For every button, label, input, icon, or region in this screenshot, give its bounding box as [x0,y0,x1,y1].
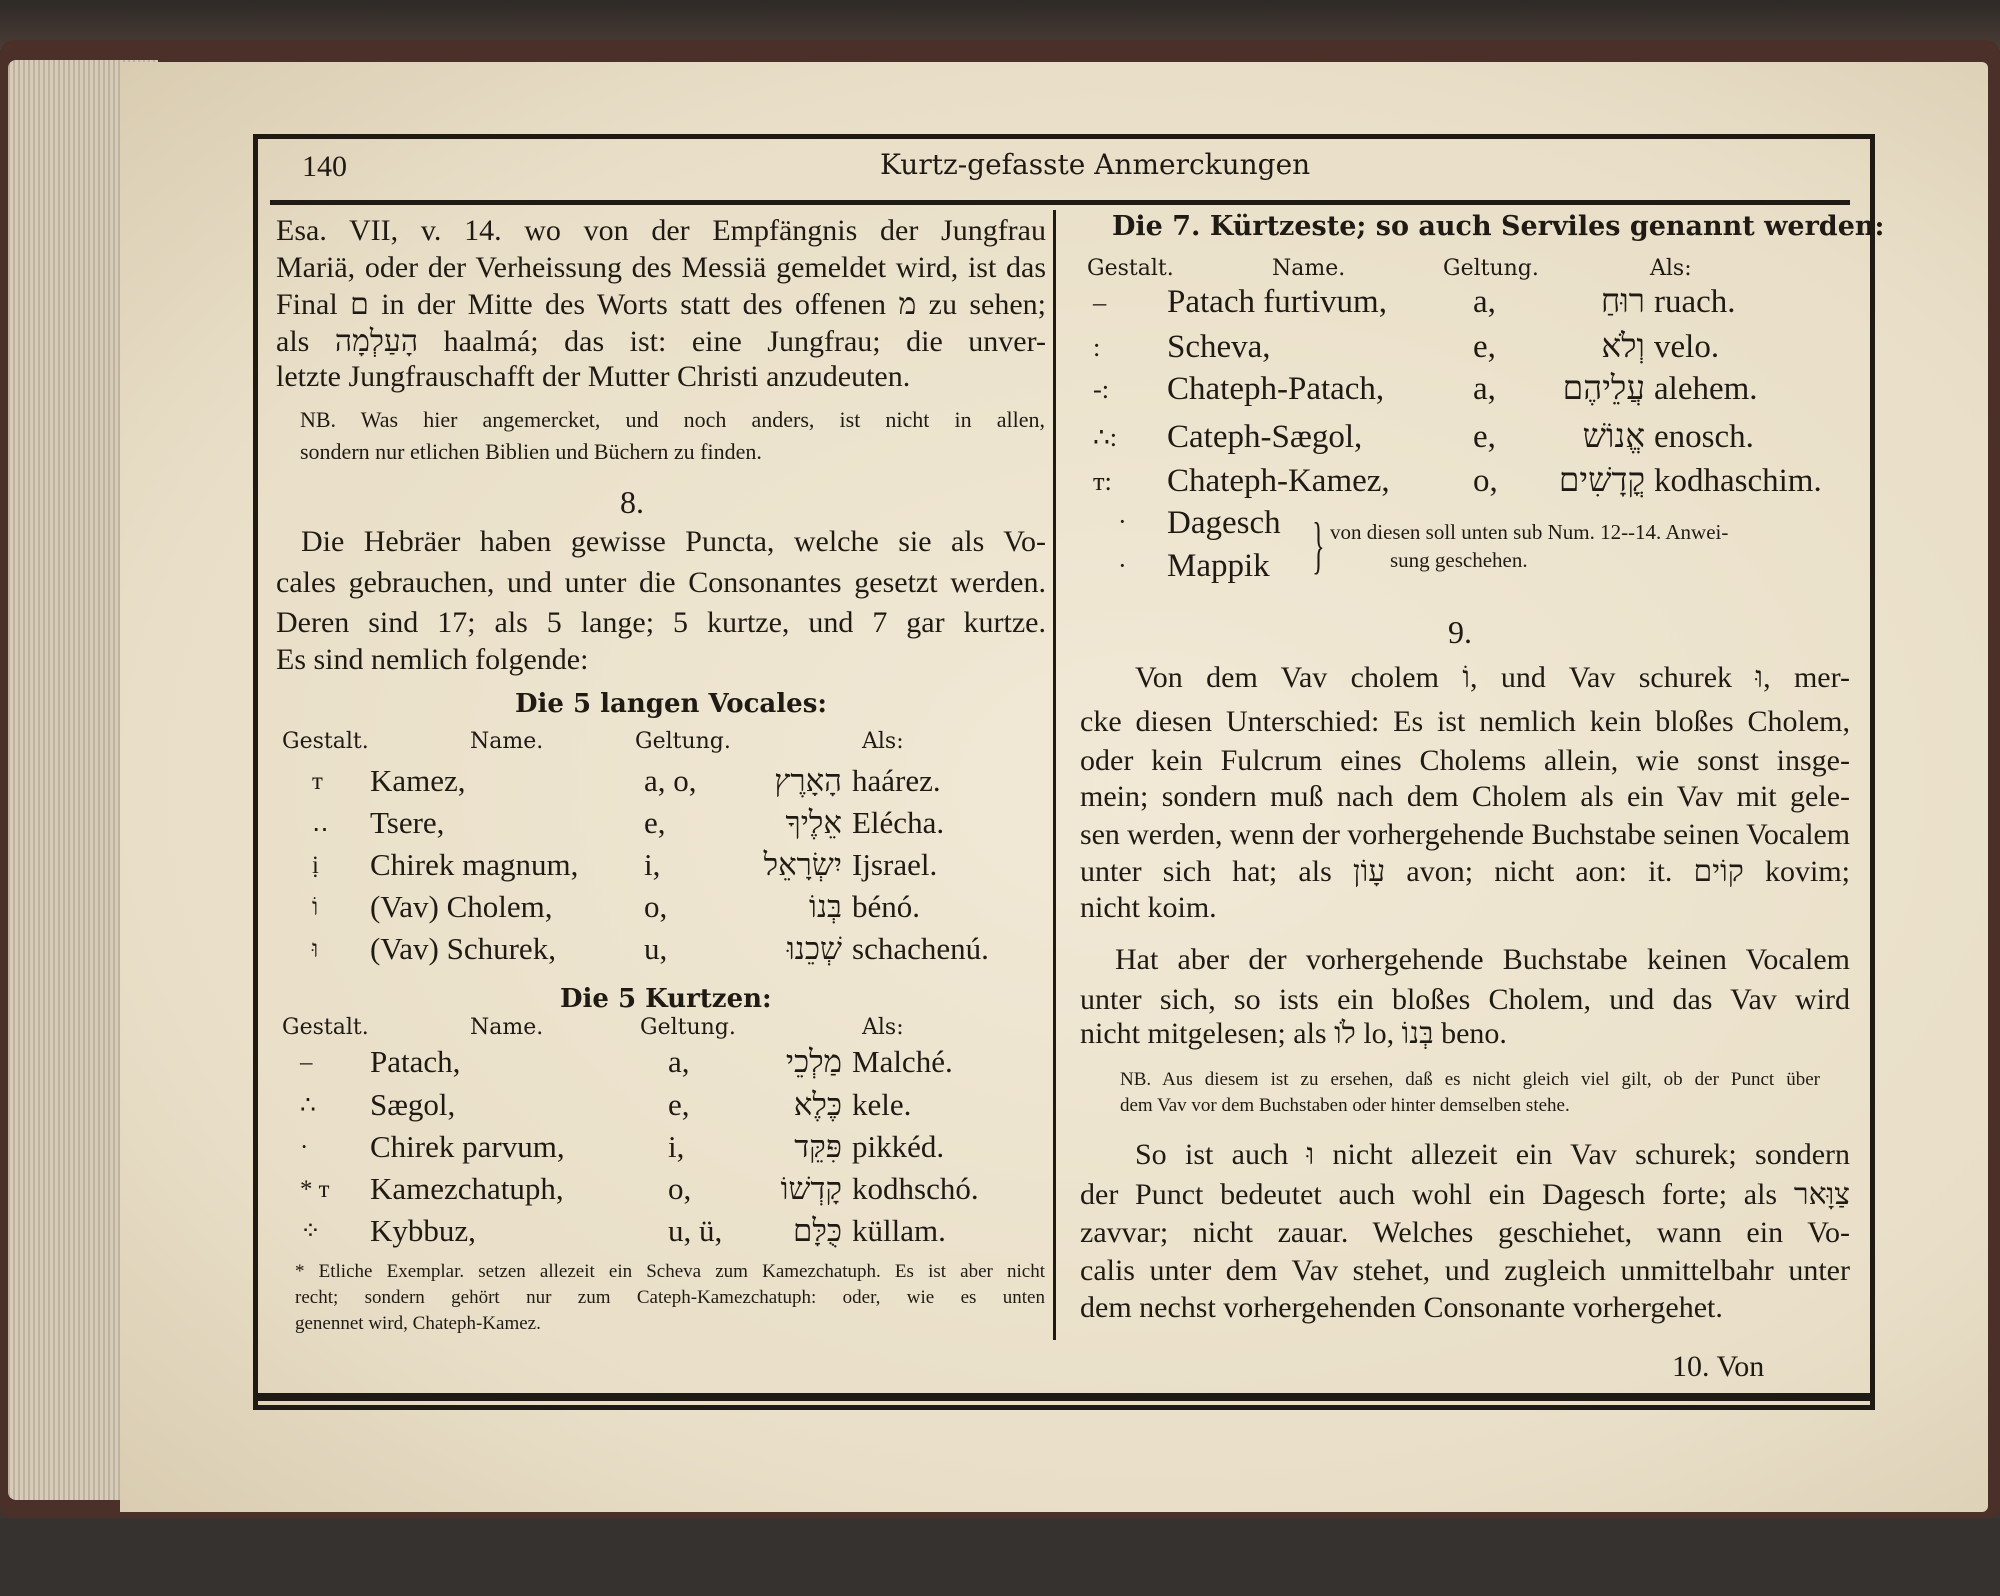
intro-paragraph-line: letzte Jungfrauschafft der Mutter Christi anzudeuten. [276,359,911,393]
short-vowels-row-value: i, [668,1128,685,1164]
vav-paragraph-line: oder kein Fulcrum eines Cholems allein, wie sonst insge- [1080,743,1850,777]
very-short-vowels-header-name: Name. [1272,256,1346,281]
short-vowels-header-shape: Gestalt. [282,1015,369,1040]
very-short-vowels-header-example: Als: [1650,256,1692,281]
very-short-vowels-row-value: o, [1473,462,1498,499]
very-short-vowels-header-value: Geltung. [1443,256,1539,281]
long-vowels-header-name: Name. [470,729,544,754]
short-vowels-heading: Die 5 Kurtzen: [560,984,772,1014]
short-vowels-row-hebrew: קָדְשׁוֹ [780,1170,842,1206]
vowels-paragraph-line: Es sind nemlich folgende: [276,642,589,676]
very-short-vowels-row-value: a, [1473,370,1496,407]
short-vowels-row-name: Sægol, [370,1086,456,1122]
short-vowels-row-mark: – [300,1048,313,1076]
background-bottom [0,1518,2000,1596]
footnote-line: * Etliche Exemplar. setzen allezeit ein Scheva zum Kamezchatuph. Es ist aber nicht [295,1260,1045,1282]
brace-note-line: sung geschehen. [1390,548,1528,572]
very-short-vowels-row-name: Cateph-Sægol, [1167,418,1363,455]
vav-paragraph-line: unter sich hat; als עָוֹן avon; nicht aon: it. קוֹים kovim; [1080,854,1850,888]
nb-note-right-line: dem Vav vor dem Buchstaben oder hinter demselben stehe. [1120,1094,1570,1116]
vav-paragraph-3-line: zavvar; nicht zauar. Welches geschiehet, wann ein Vo- [1080,1215,1850,1249]
long-vowels-row-name: Tsere, [370,804,445,840]
very-short-vowels-row-hebrew: אֱנוֹשׁ [1582,418,1645,455]
footnote-line: recht; sondern gehört nur zum Cateph-Kamezchatuph: oder, wie es unten [295,1286,1045,1308]
nb-note-line: sondern nur etlichen Biblien und Büchern zu finden. [300,438,762,464]
very-short-vowels-row-value: e, [1473,418,1496,455]
very-short-vowels-row-name: Chateph-Kamez, [1167,462,1390,499]
page-number: 140 [302,150,347,183]
dagesch-name: Dagesch [1167,505,1281,541]
running-title: Kurtz-gefasste Anmerckungen [880,148,1311,181]
long-vowels-row-value: a, o, [644,762,697,798]
short-vowels-header-example: Als: [862,1015,904,1040]
bottom-rule [253,1393,1871,1401]
long-vowels-row-hebrew: שְׁכֵנוּ [786,930,842,966]
long-vowels-row-name: Chirek magnum, [370,846,579,882]
very-short-vowels-row-transliteration: velo. [1654,328,1720,365]
long-vowels-row-mark: ᴛ [312,767,323,795]
long-vowels-header-example: Als: [862,729,904,754]
short-vowels-row-name: Chirek parvum, [370,1128,565,1164]
catchword: 10. Von [1672,1350,1765,1383]
long-vowels-row-mark: ‥ [312,809,329,837]
vav-paragraph-2-line: unter sich, so ists ein bloßes Cholem, und das Vav wird [1080,982,1850,1016]
short-vowels-row-hebrew: כֻּלָּם [793,1212,842,1248]
vav-paragraph-3-line: der Punct bedeutet auch wohl ein Dagesch forte; als צַוָּאר [1080,1177,1850,1211]
short-vowels-row-mark: * ᴛ [300,1175,330,1203]
short-vowels-row-value: u, ü, [668,1212,723,1248]
vav-paragraph-line: sen werden, wenn der vorhergehende Buchstabe seinen Vocalem [1080,817,1850,851]
long-vowels-row-value: i, [644,846,661,882]
short-vowels-row-transliteration: Malché. [852,1043,953,1079]
long-vowels-heading: Die 5 langen Vocales: [515,689,827,719]
section-number: 8. [620,484,644,520]
long-vowels-row-value: e, [644,804,666,840]
long-vowels-row-mark: וֹ [312,893,319,921]
very-short-vowels-row-transliteration: enosch. [1654,418,1754,455]
long-vowels-row-value: u, [644,930,668,966]
long-vowels-row-mark: ị [312,851,319,879]
long-vowels-row-name: Kamez, [370,762,466,798]
very-short-vowels-row-mark: : [1093,331,1101,362]
long-vowels-row-name: (Vav) Cholem, [370,888,553,924]
brace-note-line: von diesen soll unten sub Num. 12--14. Anwei- [1330,520,1729,544]
short-vowels-row-name: Patach, [370,1043,461,1079]
vav-paragraph-line: mein; sondern muß nach dem Cholem als ein Vav mit gele- [1080,779,1850,813]
short-vowels-row-transliteration: kodhschó. [852,1170,979,1206]
very-short-vowels-row-mark: ∴: [1093,421,1118,452]
long-vowels-row-transliteration: haárez. [852,762,941,798]
vav-paragraph-3-line: dem nechst vorhergehenden Consonante vorhergehet. [1080,1290,1723,1324]
long-vowels-row-transliteration: bénó. [852,888,921,924]
vav-paragraph-line: nicht koim. [1080,890,1217,924]
very-short-vowels-row-transliteration: kodhaschim. [1654,462,1822,499]
nb-note-right-line: NB. Aus diesem ist zu ersehen, daß es nicht gleich viel gilt, ob der Punct über [1120,1068,1820,1090]
short-vowels-row-transliteration: küllam. [852,1212,946,1248]
vav-paragraph-3-line: So ist auch וּ nicht allezeit ein Vav schurek; sondern [1135,1137,1850,1171]
footnote-line: genennet wird, Chateph-Kamez. [295,1312,541,1334]
short-vowels-row-value: o, [668,1170,692,1206]
long-vowels-row-transliteration: schachenú. [852,930,989,966]
very-short-vowels-row-hebrew: עֲלֵיהֶם [1562,370,1645,407]
short-vowels-row-hebrew: פִּקֵּד [794,1128,842,1164]
long-vowels-row-name: (Vav) Schurek, [370,930,556,966]
intro-paragraph-line: Final ם in der Mitte des Worts statt des offenen מ zu sehen; [276,287,1047,321]
short-vowels-row-mark: ⁘ [300,1217,321,1245]
long-vowels-header-shape: Gestalt. [282,729,369,754]
long-vowels-row-hebrew: הָאָרֶץ [774,762,842,798]
vowels-paragraph-line: Deren sind 17; als 5 lange; 5 kurtze, und 7 gar kurtze. [276,605,1046,639]
long-vowels-row-hebrew: בְּנוֹ [809,888,842,924]
vav-paragraph-3-line: calis unter dem Vav stehet, und zugleich unmittelbahr unter [1080,1253,1850,1287]
very-short-vowels-row-hebrew: קֳדָשִׁים [1558,462,1645,499]
vav-paragraph-line: Von dem Vav cholem וֹ, und Vav schurek וּ, mer- [1135,660,1850,694]
vav-paragraph-2-line: Hat aber der vorhergehende Buchstabe keinen Vocalem [1115,942,1850,976]
very-short-vowels-row-name: Chateph-Patach, [1167,370,1385,407]
very-short-vowels-row-value: e, [1473,328,1496,365]
very-short-vowels-row-hebrew: וְלֹא [1601,328,1645,365]
very-short-vowels-row-mark: ᴛ: [1093,465,1112,496]
very-short-vowels-row-mark: -: [1093,373,1110,404]
column-divider [1053,210,1056,1340]
vav-paragraph-line: cke diesen Unterschied: Es ist nemlich kein bloßes Cholem, [1080,704,1850,738]
intro-paragraph-line: Esa. VII, v. 14. wo von der Empfängnis der Jungfrau [276,213,1046,247]
vowels-paragraph-line: cales gebrauchen, und unter die Consonantes gesetzt werden. [276,565,1046,599]
brace-icon: } [1312,509,1325,580]
short-vowels-row-name: Kamezchatuph, [370,1170,564,1206]
long-vowels-row-mark: וּ [312,935,319,963]
very-short-vowels-row-name: Patach furtivum, [1167,283,1387,320]
section-number: 9. [1448,614,1472,650]
short-vowels-header-name: Name. [470,1015,544,1040]
short-vowels-row-mark: ∴ [300,1091,316,1119]
very-short-vowels-row-mark: – [1093,286,1107,317]
vowels-paragraph-line: Die Hebräer haben gewisse Puncta, welche sie als Vo- [301,524,1046,558]
long-vowels-header-value: Geltung. [635,729,731,754]
mappik-mark: · [1118,551,1127,580]
intro-paragraph-line: als הָעַלְמָה haalmá; das ist: eine Jungfrau; die unver- [276,324,1046,358]
long-vowels-row-hebrew: אֵלֶיךָ [785,804,842,840]
dagesch-mark: · [1118,507,1127,536]
short-vowels-row-transliteration: kele. [852,1086,912,1122]
long-vowels-row-hebrew: יִשְׂרָאֵל [763,846,842,882]
short-vowels-row-value: e, [668,1086,690,1122]
short-vowels-row-hebrew: מַלְכֵי [785,1043,842,1079]
very-short-vowels-header-shape: Gestalt. [1087,256,1174,281]
intro-paragraph-line: Mariä, oder der Verheissung des Messiä gemeldet wird, ist das [276,250,1046,284]
nb-note-line: NB. Was hier angemercket, und noch anders, ist nicht in allen, [300,406,1045,432]
very-short-vowels-row-transliteration: alehem. [1654,370,1758,407]
very-short-vowels-row-value: a, [1473,283,1496,320]
very-short-vowels-row-transliteration: ruach. [1654,283,1736,320]
short-vowels-row-name: Kybbuz, [370,1212,476,1248]
long-vowels-row-transliteration: Elécha. [852,804,945,840]
short-vowels-row-mark: · [300,1133,309,1161]
short-vowels-row-transliteration: pikkéd. [852,1128,945,1164]
very-short-vowels-row-name: Scheva, [1167,328,1271,365]
short-vowels-row-hebrew: כֶּלֶא [793,1086,842,1122]
very-short-vowels-row-hebrew: רוּחַ [1600,283,1645,320]
long-vowels-row-transliteration: Ijsrael. [852,846,938,882]
vav-paragraph-2-line: nicht mitgelesen; als לֹו lo, בְּנוֹ beno. [1080,1016,1507,1050]
short-vowels-header-value: Geltung. [640,1015,736,1040]
very-short-heading: Die 7. Kürtzeste; so auch Serviles genannt werden: [1112,211,1885,242]
header-rule [270,200,1850,205]
long-vowels-row-value: o, [644,888,668,924]
mappik-name: Mappik [1167,548,1270,584]
short-vowels-row-value: a, [668,1043,690,1079]
